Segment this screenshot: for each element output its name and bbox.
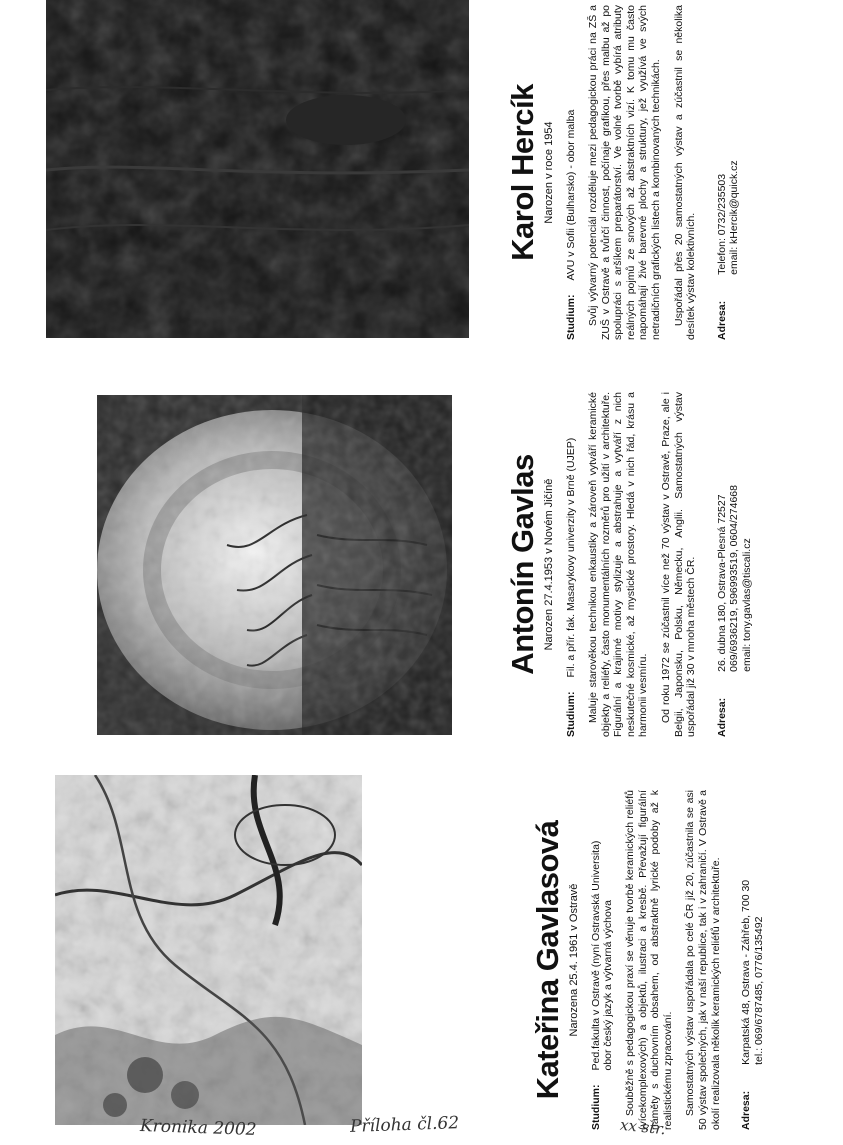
artwork-hercik — [46, 0, 469, 338]
bio-paragraph: Samostatných výstav uspořádala po celé ČR již 20, zúčastnila se asi 50 výstav společných, jak v naší republice, tak i v zahraničí. V Ostravě a okolí realizovala několik keramických reliéfů v architektuře. — [684, 790, 722, 1130]
address-value: Karpatská 48, Ostrava - Záhřeb, 700 30 tel.: 069/6787485, 0776/135492 — [740, 879, 765, 1065]
study-label: Studium: — [565, 294, 577, 340]
artist-birth: Narozena 25.4. 1961 v Ostravě — [568, 883, 580, 1037]
address-block — [716, 5, 741, 340]
study-row — [565, 392, 577, 737]
study-value: Ped.fakulta v Ostravě (nyní Ostravská Universita) obor český jazyk a výtvarná výchova — [590, 840, 614, 1071]
bio-paragraph: Od roku 1972 se zúčastnil více než 70 výstav v Ostravě, Praze, ale i Belgii, Japonsku, Polsku, Německu, Anglii. Samostatných výstav uspořádal již 30 v mnoha městech ČR. — [659, 392, 698, 737]
bio-paragraph: Svůj výtvarný potenciál rozděluje mezi pedagogickou práci na ZŠ a ZUŠ v Ostravě a tvůrčí činnost, počínaje grafikou, přes malbu až po spolupráci s aršíkem preparátorství. Ve volné tvorbě vybírá atributy reálných pojmů ze snových až abstraktních vizí. K tomu mu často napomáhají živé barevné plochy a struktury, jež využívá ve svých netradičních grafických listech a kombinovaných technikách. — [587, 5, 662, 340]
address-value: 26. dubna 180, Ostrava-Plesná 72527 069/6936219, 596993519, 0604/274668 email: tony.gavlas@tiscali.cz — [715, 485, 753, 672]
artist-name: Antonín Gavlas — [505, 454, 540, 675]
artwork-gavlasova — [55, 775, 362, 1125]
artist-birth: Narozen v roce 1954 — [543, 121, 555, 224]
study-label: Studium: — [565, 691, 577, 737]
address-block — [740, 790, 765, 1130]
handwritten-note-chronicle: Kronika 2002 — [139, 1115, 257, 1141]
address-value: Telefon: 0732/235503 email: kHercik@quick.cz — [715, 160, 741, 275]
handwritten-note-attachment: Příloha čl.62 — [349, 1113, 460, 1137]
address-block — [716, 392, 754, 737]
bio-paragraph: Maluje starověkou technikou enkaustiky a zároveň vytváří keramické objekty a reliéfy, často monumentálních rozměrů pro užití v architektuře. Figurální a krajinné motivy stylizuje a abstrahuje a vytváří z nich neskutečné kosmické, až mystické prostory. Hledá v nich řád, krásu a harmonii vesmíru. — [587, 392, 650, 737]
artist-name: Kateřina Gavlasová — [530, 820, 565, 1100]
bio-paragraph: Uspořádal přes 20 samostatných výstav a zúčastnil se několika desítek výstav kolektivních. — [672, 5, 698, 340]
handwritten-note-pages: xx str. — [619, 1115, 667, 1139]
address-label: Adresa: — [740, 1090, 753, 1130]
artwork-gavlas — [97, 395, 452, 735]
artist-birth: Narozen 27.4.1953 v Novém Jičíně — [543, 478, 555, 651]
study-row — [565, 5, 577, 340]
artist-name: Karol Hercík — [505, 84, 540, 261]
study-value: AVU v Sofii (Bulharsko) - obor malba — [565, 109, 577, 281]
study-value: Fil. a přír. fak. Masarykovy univerzity v Brně (UJEP) — [565, 437, 577, 678]
address-label: Adresa: — [715, 300, 728, 340]
study-label: Studium: — [590, 1084, 602, 1130]
address-label: Adresa: — [715, 697, 728, 737]
bio-paragraph: Souběžně s pedagogickou praxí se věnuje tvorbě keramických reliéfů (vícekomplexových) a objektů, ilustraci a kresbě. Převažují figurální náměty s duchovním obsahem, od abstraktně lyrické podoby až k realistickému zpracování. — [624, 790, 674, 1130]
study-row — [590, 790, 614, 1130]
